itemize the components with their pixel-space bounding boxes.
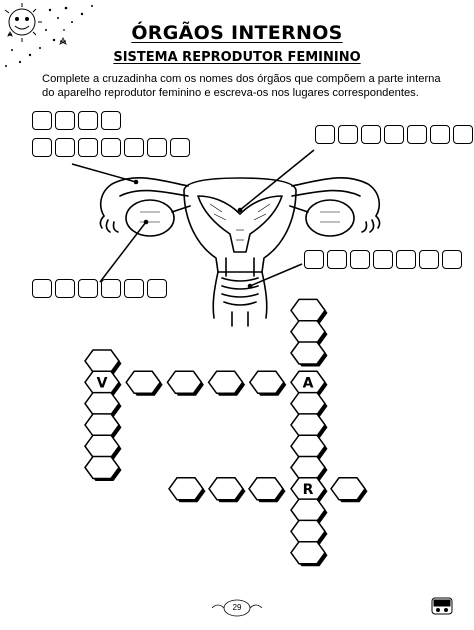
instructions-line-1: Complete a cruzadinha com os nomes dos órgãos que compõem a parte interna (42, 73, 441, 85)
crossword-letter: V (96, 375, 108, 392)
crossword-letter: A (302, 375, 314, 392)
page-title: ÓRGÃOS INTERNOS (131, 22, 343, 44)
page-subtitle: SISTEMA REPRODUTOR FEMININO (113, 50, 361, 65)
crossword-letter: R (302, 481, 314, 498)
instructions-line-2: do aparelho reprodutor feminino e escreva-os nos lugares correspondentes. (42, 87, 419, 99)
page-number: 29 (232, 603, 242, 612)
